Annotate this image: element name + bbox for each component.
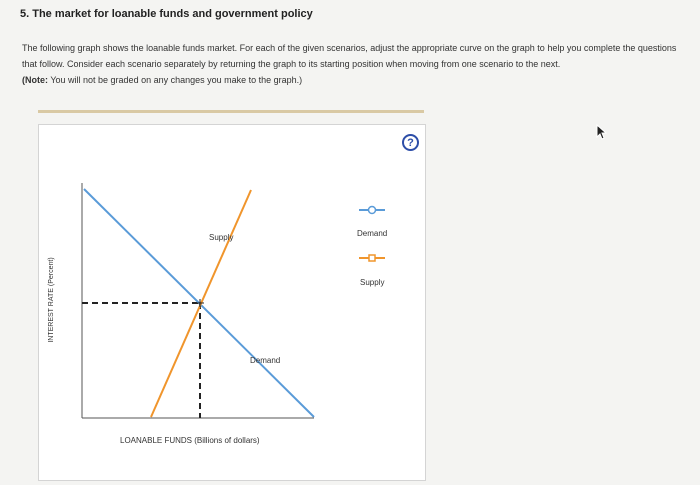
legend-supply-label: Supply [360,278,385,287]
instructions-text [22,40,687,88]
loanable-funds-graph [39,125,425,480]
legend-demand-tool[interactable] [357,207,387,239]
section-divider [38,110,424,113]
legend-demand-circle-icon [369,207,376,214]
question-title: 5. The market for loanable funds and government policy [20,8,313,20]
legend-supply-square-icon [369,255,375,261]
legend-demand-label: Demand [357,229,388,238]
legend-supply-tool[interactable] [359,255,385,287]
instructions-body: The following graph shows the loanable funds market. For each of the given scenarios, adjust the appropriate curve on the graph to help you complete the questions that follow. Consider each scenario separately by returning the graph to its starting position when moving from one scenario to the next. [22,43,677,69]
y-axis-title: INTEREST RATE (Percent) [48,257,55,343]
help-circle-icon[interactable]: ? [402,134,419,151]
note-label: (Note: [22,75,48,85]
supply-curve-label: Supply [209,233,234,242]
graph-panel [38,124,426,481]
x-axis-title: LOANABLE FUNDS (Billions of dollars) [120,436,260,445]
demand-curve-label: Demand [250,356,281,365]
mouse-pointer-icon [594,124,608,145]
note-text: You will not be graded on any changes you make to the graph.) [48,75,303,85]
